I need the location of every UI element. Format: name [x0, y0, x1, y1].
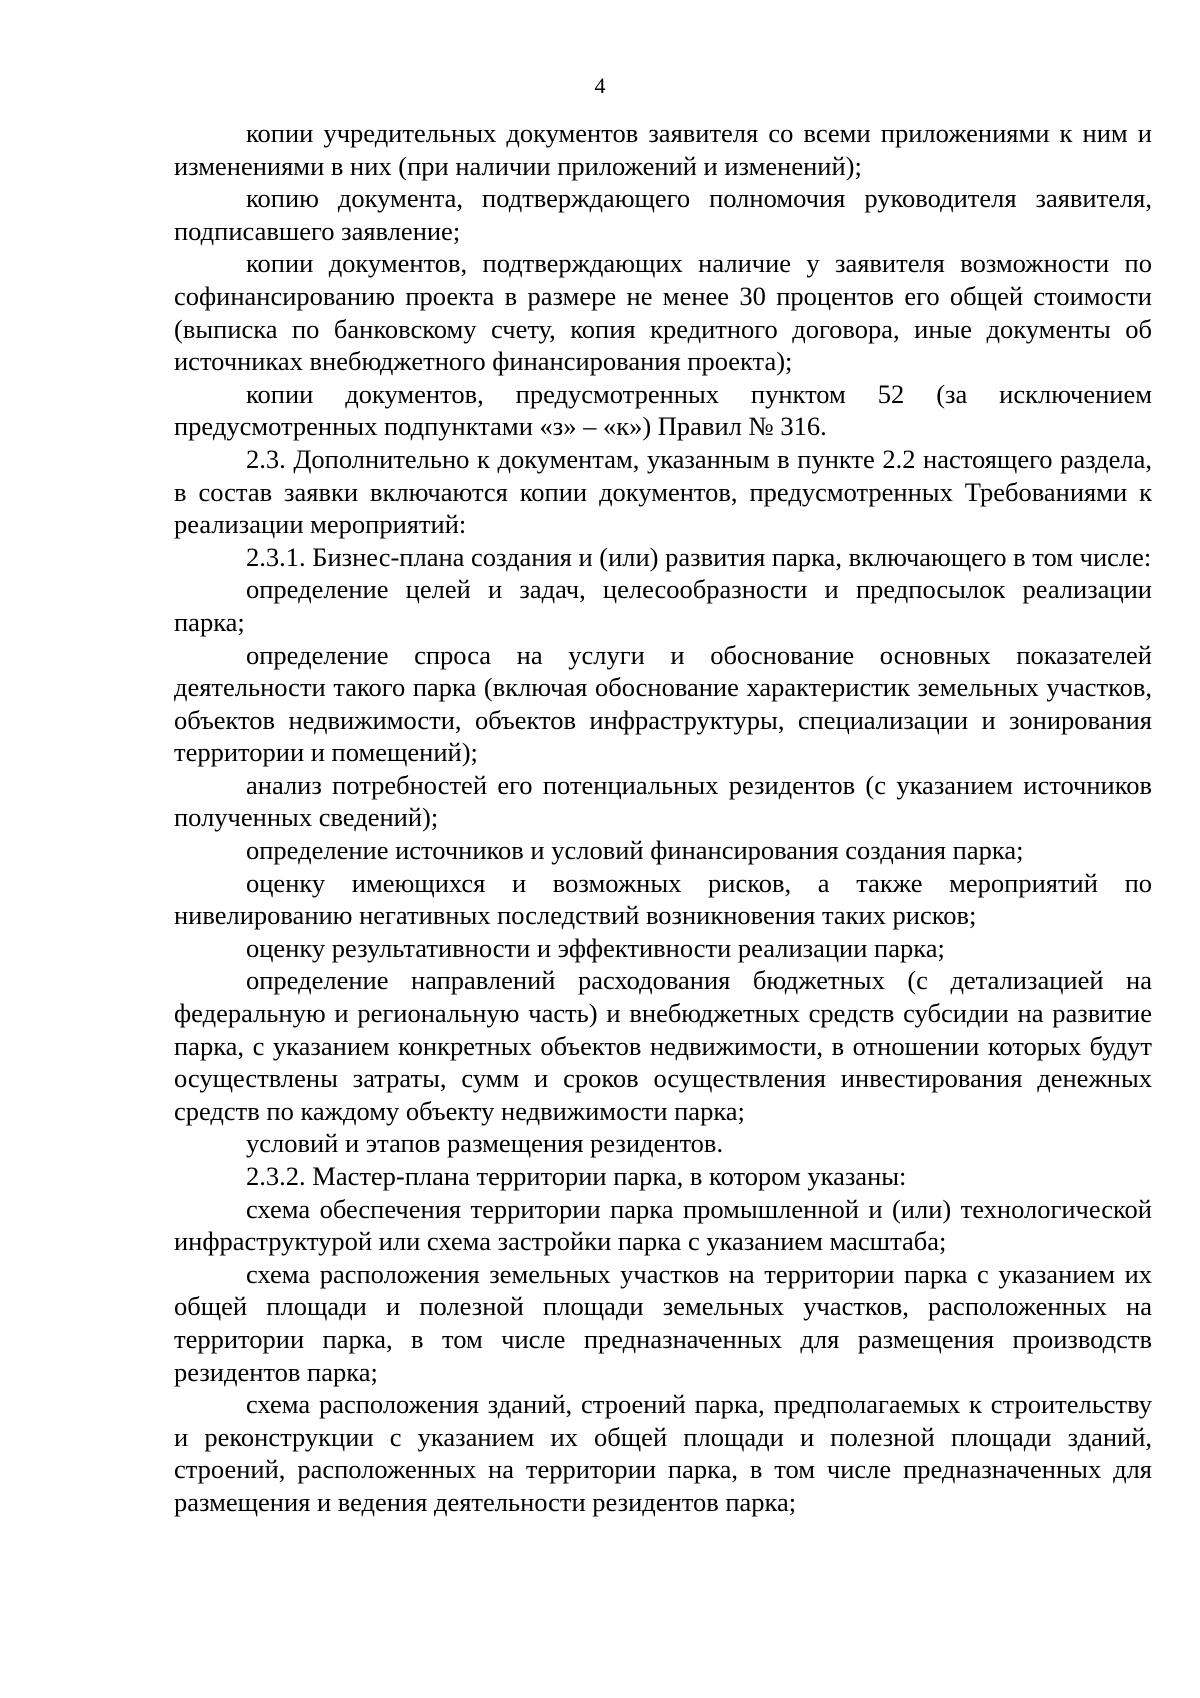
paragraph: копию документа, подтверждающего полномочия руководителя заявителя, подписавшего заявление;: [174, 183, 1152, 246]
paragraph: копии учредительных документов заявителя со всеми приложениями к ним и изменениями в них (при наличии приложений и изменений);: [174, 118, 1152, 181]
page-number: 4: [594, 73, 606, 98]
paragraph: определение целей и задач, целесообразности и предпосылок реализации парка;: [174, 574, 1152, 637]
paragraph: схема расположения земельных участков на территории парка с указанием их общей площади и полезной площади земельных участков, расположенных на территории парка, в том числе предназначенных для размещения производств резидентов парка;: [174, 1258, 1152, 1387]
document-body: [174, 117, 1152, 1519]
paragraph: копии документов, предусмотренных пунктом 52 (за исключением предусмотренных подпунктами «з» – «к») Правил № 316.: [174, 378, 1152, 442]
paragraph: определение источников и условий финансирования создания парка;: [246, 835, 1024, 866]
paragraph: определение направлений расходования бюджетных (с детализацией на федеральную и региональную часть) и внебюджетных средств субсидии на развитие парка, с указанием конкретных объектов недвижимости, в отношении которых будут осуществлены затраты, сумм и сроков осуществления инвестирования денежных средств по каждому объекту недвижимости парка;: [174, 965, 1152, 1126]
paragraph: 2.3.2. Мастер-плана территории парка, в котором указаны:: [246, 1161, 907, 1191]
paragraph: анализ потребностей его потенциальных резидентов (с указанием источников полученных сведений);: [174, 769, 1152, 833]
paragraph: оценку имеющихся и возможных рисков, а также мероприятий по нивелированию негативных последствий возникновения таких рисков;: [174, 867, 1152, 931]
paragraph: копии документов, подтверждающих наличие у заявителя возможности по софинансированию проекта в размере не менее 30 процентов его общей стоимости (выписка по банковскому счету, копия кредитного договора, иные документы об источниках внебюджетного финансирования проекта);: [174, 248, 1152, 377]
paragraph: определение спроса на услуги и обоснование основных показателей деятельности такого парка (включая обоснование характеристик земельных участков, объектов недвижимости, объектов инфраструктуры, специализации и зонирования территории и помещений);: [174, 639, 1152, 768]
paragraph: схема обеспечения территории парка промышленной и (или) технологической инфраструктурой или схема застройки парка с указанием масштаба;: [174, 1193, 1152, 1257]
paragraph: 2.3. Дополнительно к документам, указанным в пункте 2.2 настоящего раздела, в состав заявки включаются копии документов, предусмотренных Требованиями к реализации мероприятий:: [174, 443, 1152, 540]
paragraph: схема расположения зданий, строений парка, предполагаемых к строительству и реконструкции с указанием их общей площади и полезной площади зданий, строений, расположенных на территории парка, в том числе предназначенных для размещения и ведения деятельности резидентов парка;: [174, 1389, 1152, 1517]
paragraph: условий и этапов размещения резидентов.: [246, 1128, 724, 1159]
paragraph: 2.3.1. Бизнес-плана создания и (или) развития парка, включающего в том числе:: [246, 541, 1152, 572]
paragraph: оценку результативности и эффективности реализации парка;: [246, 932, 945, 963]
